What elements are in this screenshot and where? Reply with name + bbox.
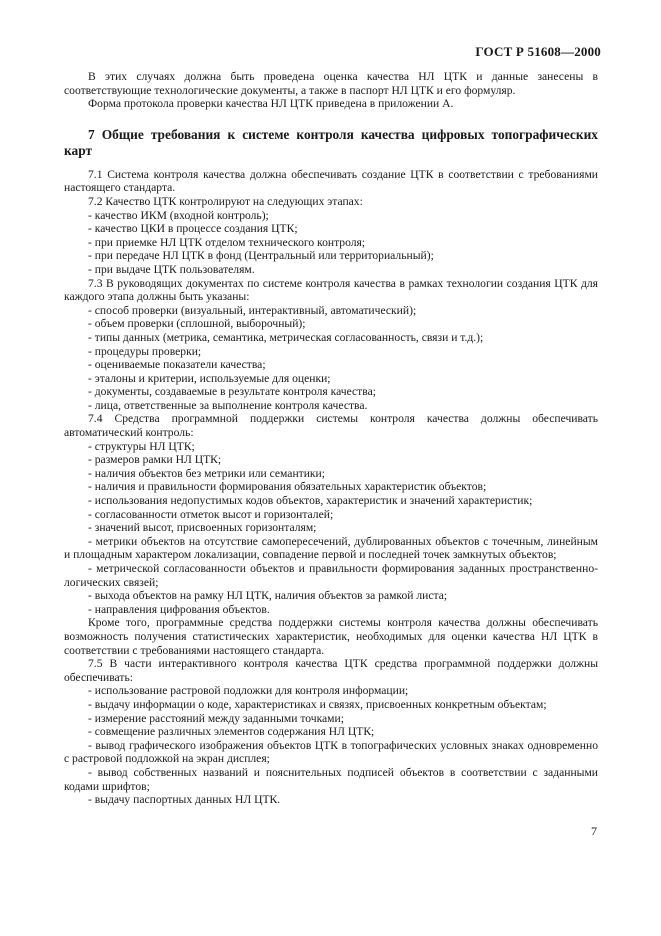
list-item: - структуры НЛ ЦТК; <box>88 439 195 453</box>
list-item: - эталоны и критерии, используемые для оценки; <box>88 371 331 385</box>
list-item: - документы, создаваемые в результате контроля качества; <box>88 385 376 399</box>
list-item: - при приемке НЛ ЦТК отделом технического контроля; <box>88 235 366 249</box>
list-item: - типы данных (метрика, семантика, метрическая согласованность, связи и т.д.); <box>88 330 484 344</box>
list-item: - качество ИКМ (входной контроль); <box>88 208 269 222</box>
list-item: - вывод графического изображения объектов ЦТК в топографических условных знаках одновременно с растровой подложкой на экран дисплея; <box>64 738 598 766</box>
list-item: - наличия и правильности формирования обязательных характеристик объектов; <box>88 480 487 494</box>
paragraph: 7.1 Система контроля качества должна обеспечивать создание ЦТК в соответствии с требованиями настоящего стандарта. <box>64 167 598 195</box>
standard-header: ГОСТ Р 51608—2000 <box>475 44 601 59</box>
list-item: - выдачу информации о коде, характеристиках и связях, присвоенных конкретным объектам; <box>88 697 547 711</box>
list-item: - метрики объектов на отсутствие самопересечений, дублированных объектов с точечным, линейным и площадным характером локализации, совпадение первой и последней точек замкнутых объектов; <box>64 534 598 562</box>
list-item: - при передаче НЛ ЦТК в фонд (Центральный или территориальный); <box>88 249 434 263</box>
list-item: - направления цифрования объектов. <box>88 602 270 616</box>
paragraph: 7.4 Средства программной поддержки системы контроля качества должны обеспечивать автоматический контроль: <box>64 412 598 440</box>
list-item: - использование растровой подложки для контроля информации; <box>88 684 409 698</box>
list-item: - способ проверки (визуальный, интерактивный, автоматический); <box>88 303 417 317</box>
paragraph: 7.5 В части интерактивного контроля качества ЦТК средства программной поддержки должны обеспечивать: <box>64 657 598 684</box>
intro-paragraph: В этих случаях должна быть проведена оценка качества НЛ ЦТК и данные занесены в соответствующие технологические документы, а также в паспорт НЛ ЦТК и его формуляр. <box>64 70 598 97</box>
list-item: - выхода объектов на рамку НЛ ЦТК, наличия объектов за рамкой листа; <box>88 589 448 603</box>
list-item: - лица, ответственные за выполнение контроля качества. <box>88 398 368 412</box>
list-item: - использования недопустимых кодов объектов, характеристик и значений характеристик; <box>88 494 533 508</box>
list-item: - согласованности отметок высот и горизонталей; <box>88 507 334 521</box>
list-item: - наличия объектов без метрики или семантики; <box>88 466 325 480</box>
paragraph: 7.2 Качество ЦТК контролируют на следующих этапах: <box>88 194 363 208</box>
list-item: - метрической согласованности объектов и правильности формирования заданных пространственно-логических связей; <box>64 562 598 589</box>
list-item: - размеров рамки НЛ ЦТК; <box>88 453 222 467</box>
list-item: - измерение расстояний между заданными точками; <box>88 711 344 725</box>
section-body <box>64 168 598 807</box>
list-item: - вывод собственных названий и пояснительных подписей объектов в соответствии с заданными кодами шрифтов; <box>64 765 598 793</box>
list-item: - при выдаче ЦТК пользователям. <box>88 262 255 276</box>
document-body <box>64 70 598 807</box>
paragraph: 7.3 В руководящих документах по системе контроля качества в рамках технологии создания ЦТК для каждого этапа должны быть указаны: <box>64 276 598 304</box>
paragraph: Кроме того, программные средства поддержки системы контроля качества должны обеспечивать возможность получения статистических характеристик, необходимых для оценки качества НЛ ЦТК в соответствии с требованиями настоящего стандарта. <box>64 616 598 657</box>
list-item: - значений высот, присвоенных горизонталям; <box>88 521 317 535</box>
list-item: - выдачу паспортных данных НЛ ЦТК. <box>88 793 281 807</box>
section-title: 7 Общие требования к системе контроля качества цифровых топографических карт <box>64 126 598 159</box>
page-number: 7 <box>591 824 597 838</box>
list-item: - объем проверки (сплошной, выборочный); <box>88 317 306 331</box>
list-item: - оцениваемые показатели качества; <box>88 358 266 372</box>
list-item: - процедуры проверки; <box>88 344 202 358</box>
list-item: - качество ЦКИ в процессе создания ЦТК; <box>88 222 298 236</box>
list-item: - совмещение различных элементов содержания НЛ ЦТК; <box>88 725 375 739</box>
intro-paragraph: Форма протокола проверки качества НЛ ЦТК приведена в приложении А. <box>88 97 454 111</box>
